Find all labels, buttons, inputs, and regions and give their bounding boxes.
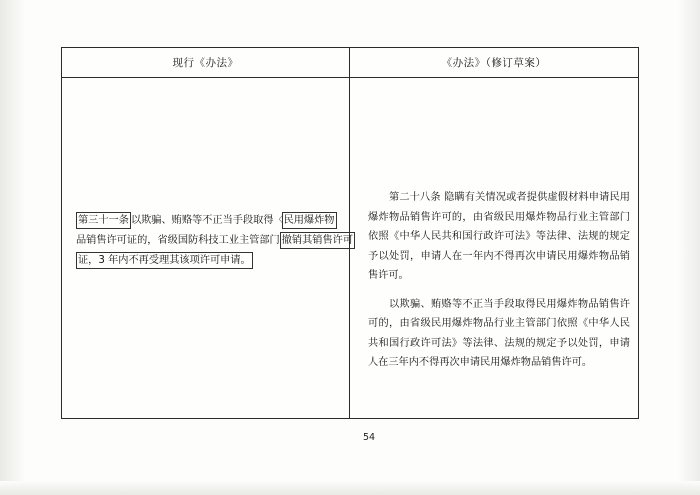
article-number-annotation: 第三十一条	[76, 212, 131, 229]
page-number-value: 54	[362, 432, 376, 443]
table-header-row	[62, 48, 638, 78]
page-edge-shadow-left	[0, 0, 26, 495]
trailing-clause-annotation: 证，3 年内不再受理其该项许可申请。	[76, 252, 253, 269]
current-measures-text	[76, 211, 354, 271]
revised-draft-text	[368, 188, 630, 382]
revised-paragraph-1: 第二十八条 隐瞒有关情况或者提供虚假材料申请民用爆炸物品销售许可的，由省级民用爆炸物品行业主管部门依照《中华人民共和国行政许可法》等法律、法规的规定予以处罚，申请人在一年内不得再次申请民用爆炸物品销售许可。	[368, 192, 630, 281]
comparison-table	[61, 47, 639, 419]
left-line-1-text: 以欺骗、贿赂等不正当手段取得	[130, 215, 274, 226]
page-number-footer	[0, 432, 700, 443]
cell-revised-draft	[350, 78, 638, 418]
left-text-line-3	[76, 251, 328, 271]
page-edge-shadow-right	[678, 0, 700, 495]
column-header-current-measures: 现行《办法》	[62, 48, 350, 77]
left-text-line-1	[76, 211, 335, 231]
page-edge-shadow-bottom	[0, 481, 700, 495]
cell-current-measures	[62, 78, 354, 418]
inserted-phrase-annotation: 民用爆炸物	[282, 212, 337, 229]
table-body-row	[62, 78, 638, 418]
column-header-revised-draft: 《办法》（修订草案）	[441, 57, 547, 69]
insert-caret-mark: 〈	[273, 215, 284, 226]
revoke-phrase-annotation: 撤销其销售许可	[280, 232, 355, 249]
revised-paragraph-2: 以欺骗、贿赂等不正当手段取得民用爆炸物品销售许可的，由省级民用爆炸物品行业主管部门依照《中华人民共和国行政许可法》等法律、法规的规定予以处罚，申请人在三年内不得再次申请民用爆炸物品销售许可。	[368, 298, 630, 368]
left-line-2-text: 品销售许可证的，省级国防科技工业主管部门	[76, 235, 280, 246]
left-text-line-2	[76, 231, 354, 251]
